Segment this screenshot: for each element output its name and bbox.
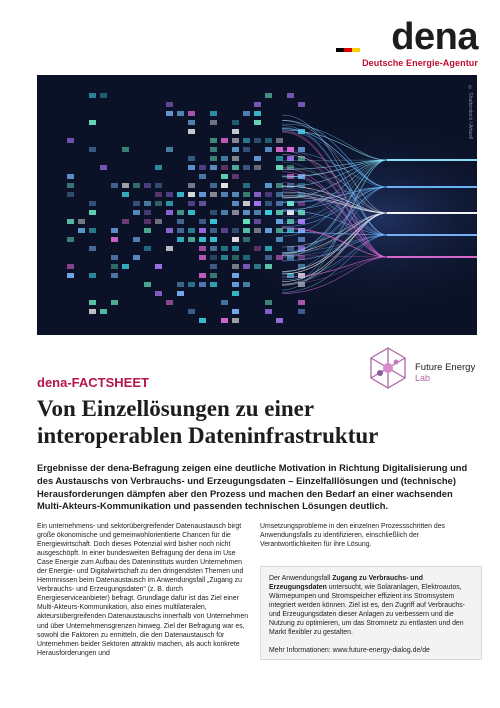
data-square [276,255,283,260]
data-square [232,165,239,170]
data-square [89,246,96,251]
data-square [265,183,272,188]
photo-credit: © Shutterstock / Artwell [467,85,473,140]
data-square [199,219,206,224]
data-square [221,192,228,197]
data-square [254,201,261,206]
data-square [122,147,129,152]
data-square [67,219,74,224]
data-square [144,282,151,287]
data-square [254,210,261,215]
data-square [221,246,228,251]
data-square [287,93,294,98]
data-square [243,111,250,116]
data-square [122,264,129,269]
data-square [67,174,74,179]
data-square [298,102,305,107]
data-square [221,138,228,143]
data-square [265,147,272,152]
data-square [199,192,206,197]
data-square [144,228,151,233]
data-square [254,120,261,125]
data-square [155,264,162,269]
data-square [221,210,228,215]
data-square [265,93,272,98]
data-square [177,210,184,215]
data-square [210,138,217,143]
flow-beam [387,256,477,258]
data-square [155,165,162,170]
data-square [188,282,195,287]
data-square [89,147,96,152]
flow-beam [387,186,477,188]
data-square [243,255,250,260]
data-square [254,156,261,161]
stripe-black [336,48,344,52]
info-box-body: untersucht, wie Solaranlagen, Elektroautos, Wärmepumpen und Stromspeicher effizient ins Stromsystem integriert werden können. Ziel ist es, den Zugriff auf Verbrauchs- und Erzeugungsdaten dieser Anlagen zu verbessern und die Nutzung zu optimieren, um das Stromnetz zu entlasten und den Markt flexibler zu gestalten. [269,584,465,636]
data-square [254,111,261,116]
data-square [265,264,272,269]
data-square [265,138,272,143]
data-square [166,147,173,152]
data-square [232,129,239,134]
data-square [133,183,140,188]
data-square [221,228,228,233]
data-square [232,156,239,161]
data-square [199,255,206,260]
data-square [243,192,250,197]
data-square [210,111,217,116]
data-square [111,264,118,269]
data-square [89,201,96,206]
data-square [210,282,217,287]
data-square [276,183,283,188]
data-square [243,165,250,170]
data-square [232,138,239,143]
data-square [210,192,217,197]
data-square [254,228,261,233]
flag-stripe [336,48,360,52]
logo-subtitle: Deutsche Energie-Agentur [362,58,478,68]
data-square [210,255,217,260]
data-square [243,138,250,143]
data-square [67,273,74,278]
data-square [188,156,195,161]
data-square [254,102,261,107]
data-square [199,165,206,170]
data-square [276,138,283,143]
lab-label: Lab [415,373,431,383]
flow-beam [387,159,477,161]
hexagon-network-icon [365,345,411,391]
data-square [122,183,129,188]
data-square [166,201,173,206]
data-square [78,228,85,233]
data-square [133,210,140,215]
lead-paragraph: Ergebnisse der dena-Befragung zeigen eine deutliche Motivation in Richtung Digitalisierung und des Austauschs von Verbrauchs- und Erzeugungsdaten – Einzelfalllösungen und (technische) Herausforderungen dämpfen aber den Prozess und machen den Bedarf an einer wachsenden Multi-Akteurs-Kommunikation und passenden technischen Lösungen deutlich. [37,462,468,512]
factsheet-label: dena-FACTSHEET [37,375,149,390]
data-square [265,300,272,305]
data-square [232,246,239,251]
data-square [243,147,250,152]
data-square [276,219,283,224]
data-square [67,138,74,143]
data-square [232,291,239,296]
info-box-intro: Der Anwendungsfall [269,575,333,582]
data-square [221,183,228,188]
data-square [100,309,107,314]
data-square [199,318,206,323]
data-square [276,165,283,170]
body-column-1: Ein unternehmens- und sektorübergreifender Datenaustausch birgt große ökonomische und gemeinwohlorientierte Chancen für die Energiewirtschaft. Doch dieses Potenzial wird bisher noch nicht ausgeschöpft. In einer bundesweiten Befragung der dena im Use Case Energie zum Aufbau des Dateninstituts wurden Unternehmen der Energie- und Digitalwirtschaft zu den dringendsten Themen und Hemmnissen beim Datenaustausch im Anwendungsfall „Zugang zu Verbrauchs- und Erzeugungsdaten“ (z. B. durch Energieserviceanbieter) befragt. Grundlage dafür ist das Ziel einer Multi-Akteurs-Kommunikation, also eines multilateralen, akteursübergreifenden Datenaustauschs innerhalb von Unternehmen und über Unternehmensgrenzen hinweg. Ziel der Befragung war es, sowohl die Faktoren zu ermitteln, die den Datenaustausch für Unternehmen beider Sektoren attraktiv machen, als auch konkrete Herausforderungen und [37,523,249,657]
data-square [265,201,272,206]
data-square [188,237,195,242]
data-square [78,219,85,224]
data-square [276,192,283,197]
title-line-1: Von Einzellösungen zu einer [37,396,315,421]
data-square [199,228,206,233]
data-square [188,228,195,233]
data-square [144,219,151,224]
flow-beam [387,212,477,214]
data-square [243,219,250,224]
data-square [111,255,118,260]
data-square [265,210,272,215]
info-box-highlight: Zugang zu Verbrauchs- und Erzeugungsdaten [269,575,423,591]
data-square [210,210,217,215]
data-square [199,282,206,287]
data-square [177,192,184,197]
data-square [276,210,283,215]
data-square [188,183,195,188]
data-square [111,273,118,278]
document-title [37,395,477,449]
data-square [221,165,228,170]
dena-logo [362,18,478,68]
data-square [177,291,184,296]
data-square [210,183,217,188]
data-square [243,201,250,206]
data-square [177,219,184,224]
data-square [232,201,239,206]
data-square [210,264,217,269]
data-square [111,237,118,242]
data-stream-illustration [37,75,477,335]
data-square [111,183,118,188]
data-square [155,219,162,224]
data-square [188,201,195,206]
data-square [243,228,250,233]
data-square [155,183,162,188]
data-square [254,246,261,251]
data-square [243,183,250,188]
data-square [221,300,228,305]
data-square [232,309,239,314]
data-square [67,183,74,188]
data-square [166,300,173,305]
data-square [210,273,217,278]
data-square [210,219,217,224]
data-square [243,264,250,269]
data-square [254,165,261,170]
data-square [188,210,195,215]
data-square [221,174,228,179]
data-square [111,300,118,305]
data-square [232,282,239,287]
data-square [298,309,305,314]
data-square [144,201,151,206]
data-square [144,246,151,251]
data-square [232,174,239,179]
data-square [276,237,283,242]
data-square [155,201,162,206]
data-square [210,246,217,251]
data-square [276,156,283,161]
data-square [133,201,140,206]
data-square [144,183,151,188]
data-square [166,210,173,215]
info-box [260,566,482,660]
data-square [188,309,195,314]
data-square [166,192,173,197]
data-square [188,111,195,116]
data-square [254,219,261,224]
data-square [243,282,250,287]
data-square [177,237,184,242]
data-square [199,174,206,179]
data-square [166,246,173,251]
data-square [298,300,305,305]
data-square [232,192,239,197]
data-square [232,255,239,260]
data-square [232,273,239,278]
title-line-2: interoperablen Dateninfrastruktur [37,423,379,448]
data-square [265,246,272,251]
data-square [89,300,96,305]
data-square [210,156,217,161]
data-square [188,129,195,134]
data-square [221,156,228,161]
data-square [276,201,283,206]
hero-image [37,75,477,335]
data-square [166,228,173,233]
data-square [133,237,140,242]
data-square [276,147,283,152]
data-square [89,309,96,314]
data-square [166,102,173,107]
more-info-link[interactable]: Mehr Informationen: www.future-energy-dialog.de/de [269,647,430,654]
data-square [276,318,283,323]
flow-beam [387,234,477,236]
data-square [298,237,305,242]
data-square [188,120,195,125]
logo-wordmark: dena [391,16,478,58]
data-square [67,192,74,197]
body-column-2: Umsetzungsprobleme in den einzelnen Prozessschritten des Anwendungsfalls zu identifizieren, einschließlich der Verantwortlichkeiten für ihre Lösung. [260,523,445,549]
data-square [254,192,261,197]
data-square [243,210,250,215]
data-square [276,228,283,233]
data-square [89,93,96,98]
data-square [232,318,239,323]
data-square [155,192,162,197]
data-square [221,318,228,323]
data-square [232,147,239,152]
data-square [89,273,96,278]
data-square [232,228,239,233]
data-square [210,237,217,242]
future-energy-lab-logo [365,345,485,395]
data-square [232,237,239,242]
data-square [243,237,250,242]
data-square [177,228,184,233]
data-square [122,192,129,197]
data-square [177,111,184,116]
data-square [265,228,272,233]
data-square [199,201,206,206]
data-square [210,228,217,233]
data-square [265,192,272,197]
data-square [210,165,217,170]
data-square [100,165,107,170]
data-square [89,210,96,215]
data-square [265,309,272,314]
data-square [210,120,217,125]
data-square [111,228,118,233]
data-square [67,264,74,269]
data-square [67,237,74,242]
data-square [298,210,305,215]
data-square [232,210,239,215]
data-square [254,138,261,143]
data-square [155,291,162,296]
stripe-gold [352,48,360,52]
data-square [133,255,140,260]
data-square [199,237,206,242]
data-square [265,255,272,260]
info-box-text [269,574,473,637]
data-square [89,120,96,125]
data-square [254,264,261,269]
data-square [188,192,195,197]
future-energy-label: Future Energy [415,362,476,373]
stripe-red [344,48,352,52]
data-square [199,273,206,278]
data-square [232,120,239,125]
data-square [166,111,173,116]
data-square [210,147,217,152]
data-square [122,219,129,224]
data-square [232,264,239,269]
data-square [89,228,96,233]
data-square [221,255,228,260]
data-square [177,282,184,287]
data-square [100,93,107,98]
data-square [199,246,206,251]
data-square [144,210,151,215]
data-square [188,165,195,170]
